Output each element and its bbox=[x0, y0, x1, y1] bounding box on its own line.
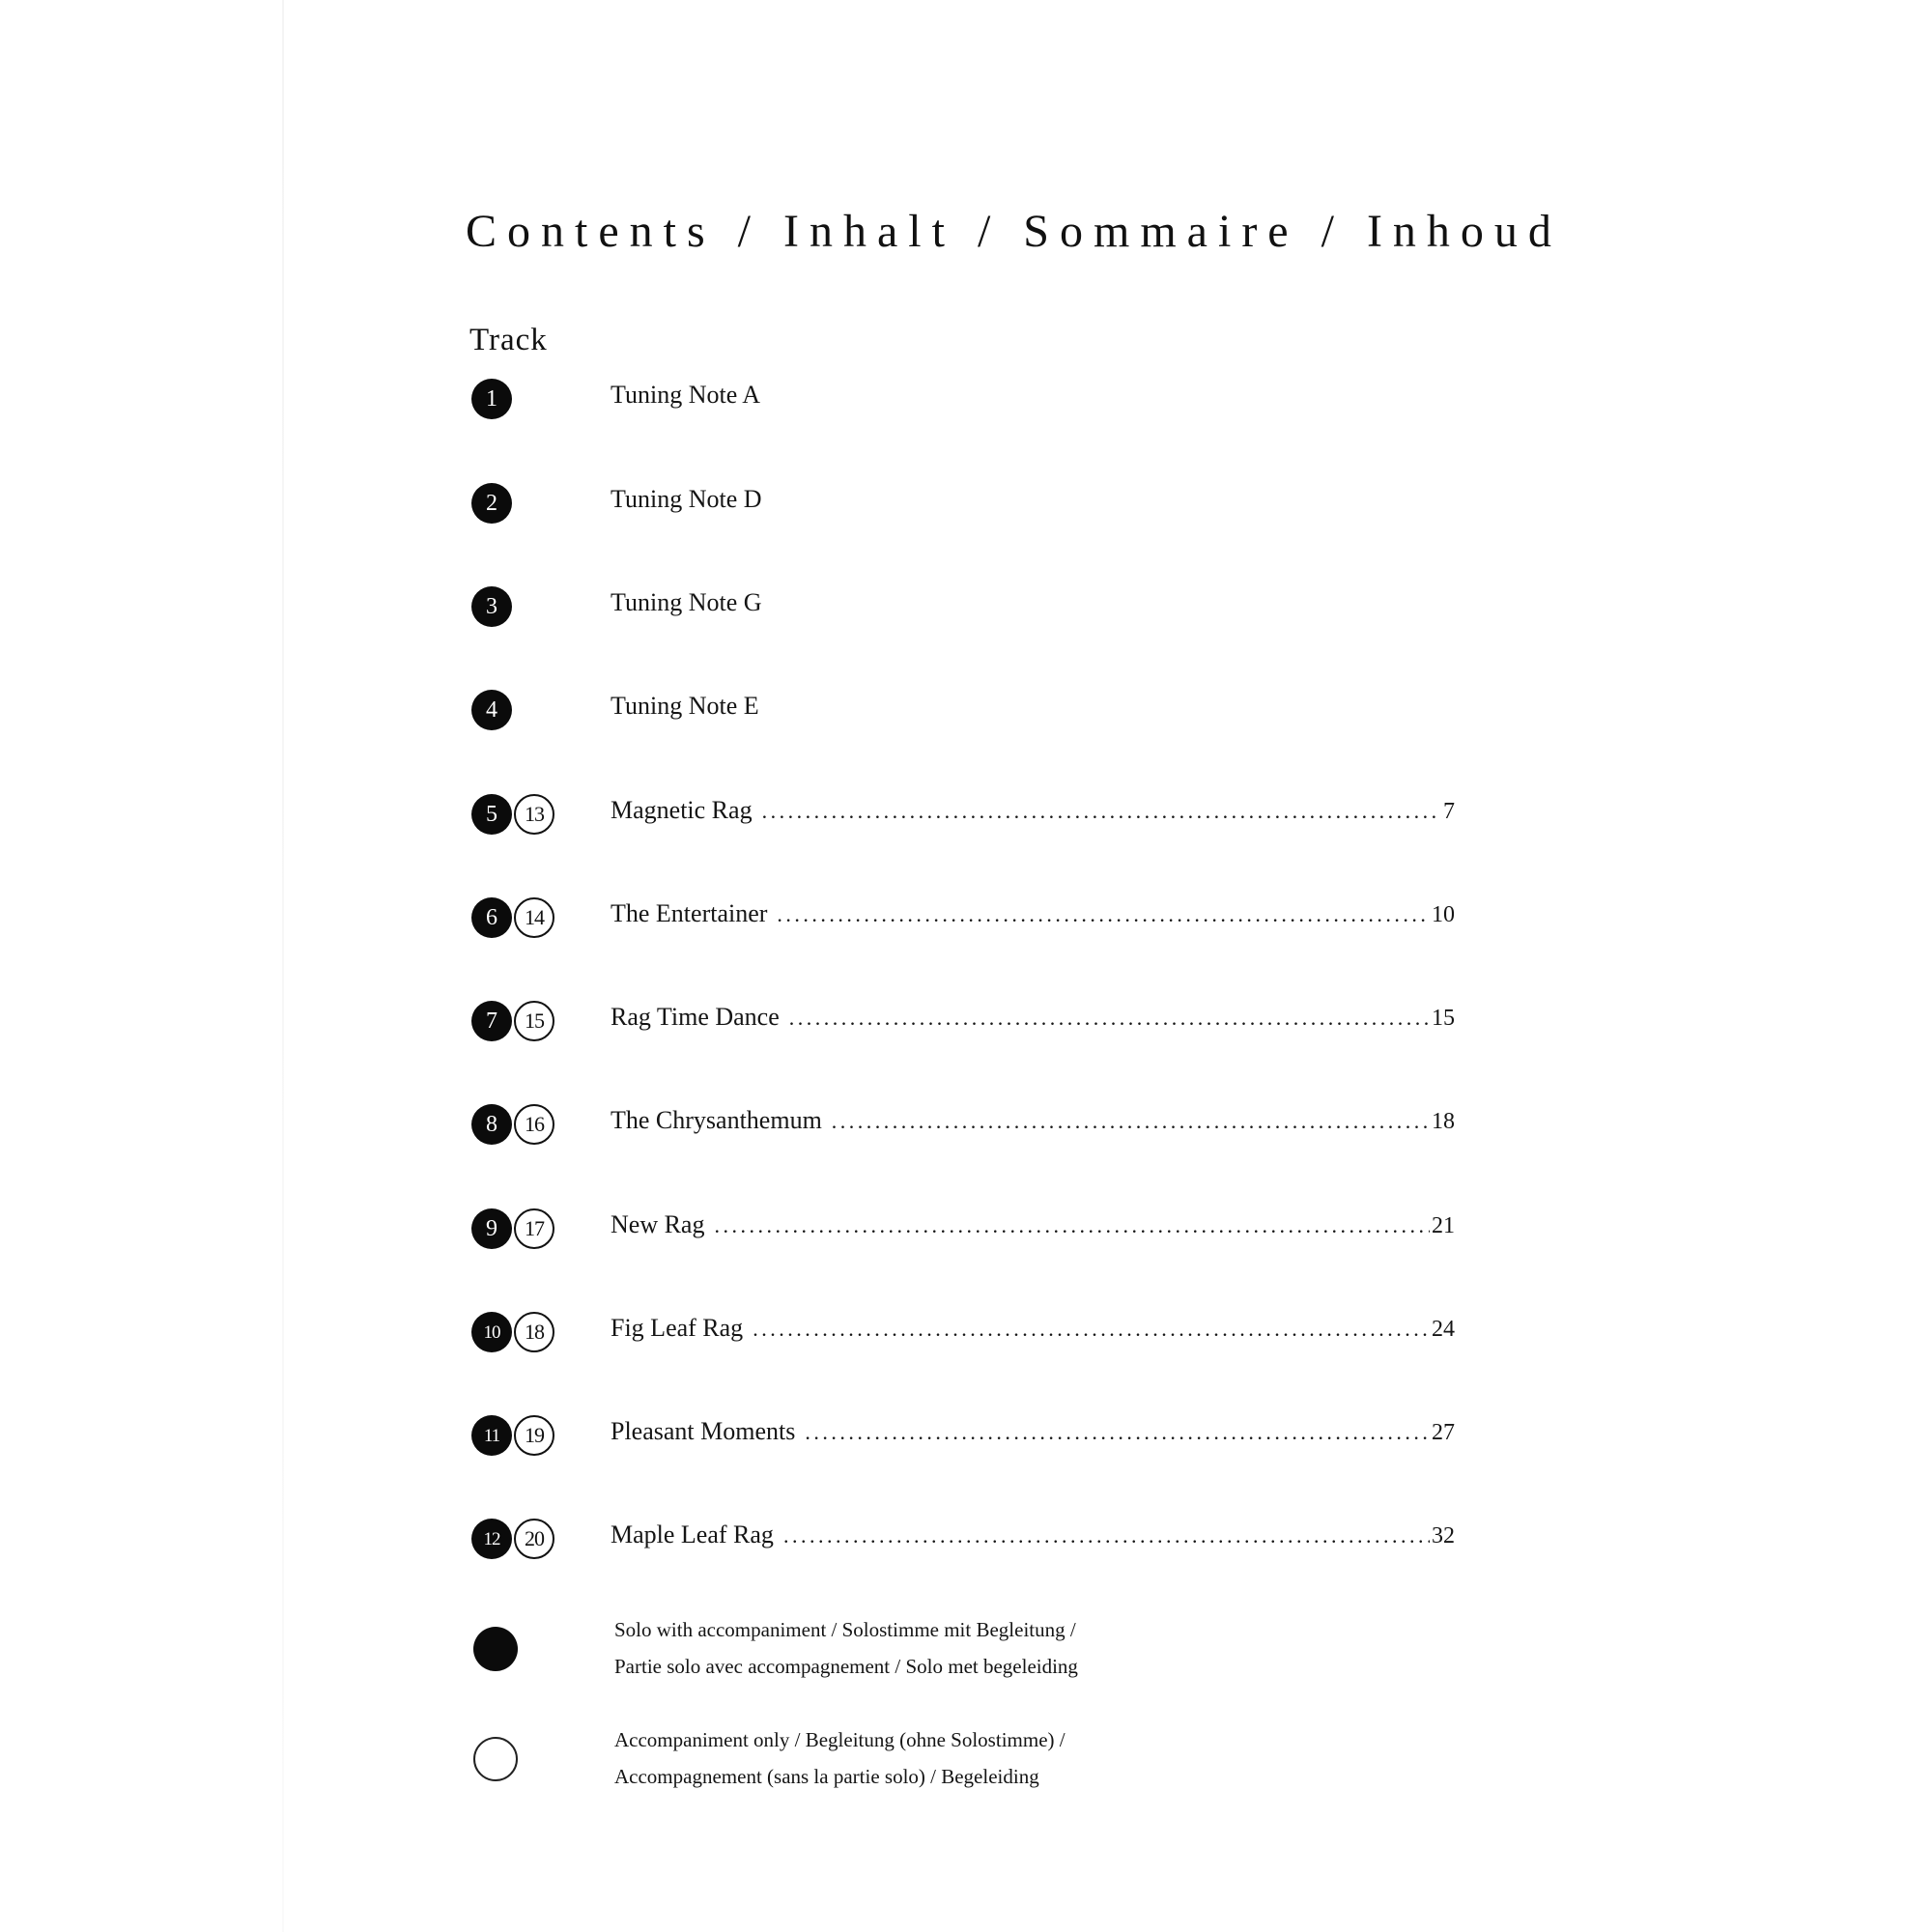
entry-page-number: 15 bbox=[1432, 1006, 1455, 1031]
accompaniment-track-number: 13 bbox=[514, 794, 554, 835]
dot-leader bbox=[783, 1523, 1430, 1548]
solo-track-number: 4 bbox=[471, 690, 512, 730]
toc-entry[interactable] bbox=[469, 1312, 1455, 1370]
accompaniment-track-number: 16 bbox=[514, 1104, 554, 1145]
solo-track-number: 7 bbox=[471, 1001, 512, 1041]
dot-leader bbox=[777, 902, 1430, 927]
toc-entry[interactable] bbox=[469, 1001, 1455, 1059]
entry-title: Tuning Note D bbox=[611, 485, 762, 513]
legend-solo-line-1: Solo with accompaniment / Solostimme mit Begleitung / bbox=[614, 1618, 1076, 1641]
toc-entry-line bbox=[611, 1314, 1455, 1343]
entry-title: Magnetic Rag bbox=[611, 796, 753, 824]
entry-title: The Entertainer bbox=[611, 899, 768, 927]
solo-track-number: 12 bbox=[471, 1519, 512, 1559]
accompaniment-track-number: 14 bbox=[514, 897, 554, 938]
toc-entry-line bbox=[611, 588, 1455, 617]
solo-track-number: 5 bbox=[471, 794, 512, 835]
track-column-heading: Track bbox=[469, 323, 548, 357]
accompaniment-track-number: 17 bbox=[514, 1208, 554, 1249]
dot-leader bbox=[762, 799, 1441, 824]
toc-entry[interactable] bbox=[469, 483, 1455, 541]
solo-track-number: 6 bbox=[471, 897, 512, 938]
entry-title: New Rag bbox=[611, 1210, 705, 1238]
toc-entry[interactable] bbox=[469, 794, 1455, 852]
dot-leader bbox=[805, 1420, 1430, 1445]
toc-entry-line bbox=[611, 1417, 1455, 1446]
page-title: Contents / Inhalt / Sommaire / Inhoud bbox=[466, 206, 1562, 257]
dot-leader bbox=[714, 1213, 1430, 1238]
entry-title: Tuning Note A bbox=[611, 381, 761, 409]
entry-page-number: 21 bbox=[1432, 1213, 1455, 1238]
entry-page-number: 27 bbox=[1432, 1420, 1455, 1445]
entry-page-number: 7 bbox=[1443, 799, 1455, 824]
entry-title: Pleasant Moments bbox=[611, 1417, 796, 1445]
open-circle-icon bbox=[473, 1737, 518, 1781]
accompaniment-track-number: 18 bbox=[514, 1312, 554, 1352]
solo-track-number: 9 bbox=[471, 1208, 512, 1249]
toc-entry-line bbox=[611, 692, 1455, 721]
accompaniment-track-number: 19 bbox=[514, 1415, 554, 1456]
entry-page-number: 10 bbox=[1432, 902, 1455, 927]
toc-entry-line bbox=[611, 1210, 1455, 1239]
entry-title: Rag Time Dance bbox=[611, 1003, 780, 1031]
dot-leader bbox=[753, 1317, 1430, 1342]
accompaniment-track-number: 20 bbox=[514, 1519, 554, 1559]
toc-entry[interactable] bbox=[469, 1104, 1455, 1162]
toc-entry-line bbox=[611, 381, 1455, 410]
dot-leader bbox=[832, 1109, 1430, 1134]
dot-leader bbox=[789, 1006, 1430, 1031]
toc-entry-line bbox=[611, 796, 1455, 825]
toc-entry[interactable] bbox=[469, 1208, 1455, 1266]
entry-title: Tuning Note G bbox=[611, 588, 762, 616]
solo-track-number: 2 bbox=[471, 483, 512, 524]
entry-page-number: 24 bbox=[1432, 1317, 1455, 1342]
entry-title: The Chrysanthemum bbox=[611, 1106, 822, 1134]
entry-title: Tuning Note E bbox=[611, 692, 759, 720]
entry-title: Maple Leaf Rag bbox=[611, 1520, 774, 1548]
legend-solo-line-2: Partie solo avec accompagnement / Solo met begeleiding bbox=[614, 1655, 1078, 1678]
toc-entry[interactable] bbox=[469, 1415, 1455, 1473]
legend-accompaniment-line-2: Accompagnement (sans la partie solo) / Begeleiding bbox=[614, 1765, 1039, 1788]
solo-track-number: 8 bbox=[471, 1104, 512, 1145]
toc-entry-line bbox=[611, 485, 1455, 514]
entry-page-number: 32 bbox=[1432, 1523, 1455, 1548]
toc-entry-line bbox=[611, 1520, 1455, 1549]
page-edge-line bbox=[282, 0, 284, 1932]
filled-circle-icon bbox=[473, 1627, 518, 1671]
toc-entry[interactable] bbox=[469, 379, 1455, 437]
legend-accompaniment bbox=[473, 1729, 1343, 1806]
toc-entry-line bbox=[611, 1106, 1455, 1135]
toc-entry[interactable] bbox=[469, 897, 1455, 955]
toc-entry[interactable] bbox=[469, 586, 1455, 644]
solo-track-number: 10 bbox=[471, 1312, 512, 1352]
solo-track-number: 11 bbox=[471, 1415, 512, 1456]
legend-solo-text bbox=[614, 1611, 1078, 1685]
legend-accompaniment-text bbox=[614, 1721, 1065, 1795]
solo-track-number: 3 bbox=[471, 586, 512, 627]
legend-solo bbox=[473, 1619, 1343, 1696]
toc-entry-line bbox=[611, 1003, 1455, 1032]
entry-page-number: 18 bbox=[1432, 1109, 1455, 1134]
solo-track-number: 1 bbox=[471, 379, 512, 419]
toc-entry[interactable] bbox=[469, 1519, 1455, 1577]
legend-accompaniment-line-1: Accompaniment only / Begleitung (ohne Solostimme) / bbox=[614, 1728, 1065, 1751]
toc-entry[interactable] bbox=[469, 690, 1455, 748]
accompaniment-track-number: 15 bbox=[514, 1001, 554, 1041]
toc-entry-line bbox=[611, 899, 1455, 928]
entry-title: Fig Leaf Rag bbox=[611, 1314, 744, 1342]
